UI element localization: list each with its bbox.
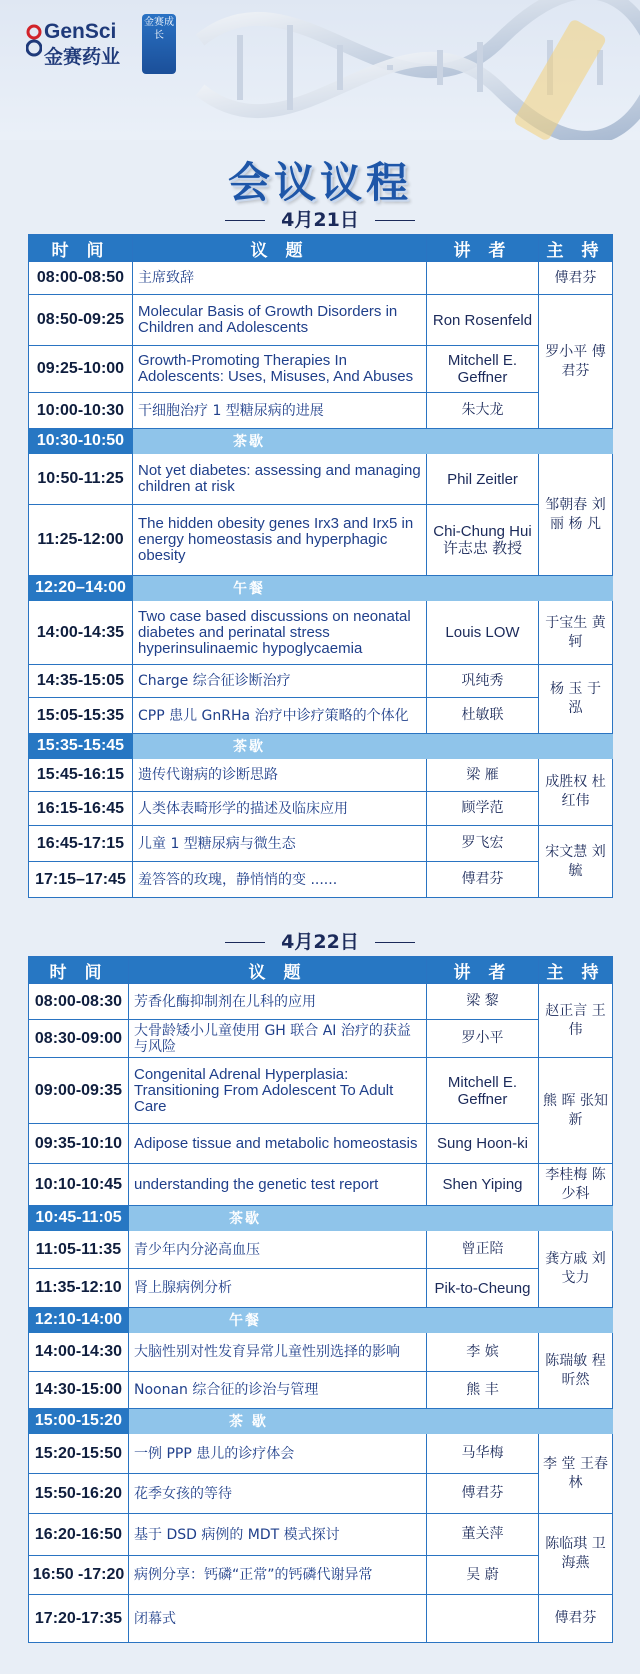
session-time: 11:35-12:10: [29, 1269, 129, 1308]
session-speaker: 曾正陪: [427, 1231, 539, 1269]
session-topic: Not yet diabetes: assessing and managing children at risk: [133, 454, 427, 505]
col-topic: 议 题: [129, 957, 427, 984]
table-row: [29, 1231, 613, 1269]
col-host: 主 持: [539, 235, 613, 262]
session-speaker: 梁 雁: [427, 759, 539, 792]
session-time: 14:30-15:00: [29, 1372, 129, 1409]
session-time: 11:05-11:35: [29, 1231, 129, 1269]
session-topic: 干细胞治疗 1 型糖尿病的进展: [133, 393, 427, 429]
session-speaker: 罗小平: [427, 1020, 539, 1058]
session-speaker: 马华梅: [427, 1434, 539, 1474]
session-time: 15:20-15:50: [29, 1434, 129, 1474]
session-speaker: Phil Zeitler: [427, 454, 539, 505]
session-speaker: Chi-Chung Hui 许志忠 教授: [427, 505, 539, 576]
session-topic: 大脑性别对性发育异常儿童性别选择的影响: [129, 1333, 427, 1372]
table-row: [29, 454, 613, 505]
session-time: 08:30-09:00: [29, 1020, 129, 1058]
table-row: [29, 1269, 613, 1308]
session-time: 10:10-10:45: [29, 1164, 129, 1206]
break-label: 茶 歇: [129, 1409, 613, 1434]
growth-badge: 金赛成长: [142, 14, 176, 74]
session-time: 08:00-08:50: [29, 262, 133, 295]
session-time: 15:05-15:35: [29, 698, 133, 734]
session-topic: 闭幕式: [129, 1595, 427, 1643]
break-row: [29, 1409, 613, 1434]
session-host: 赵正言 王 伟: [539, 984, 613, 1058]
table-header: [29, 235, 613, 262]
day2-schedule-table: [28, 956, 613, 1643]
dna-helix-icon: [180, 0, 640, 140]
session-topic: Congenital Adrenal Hyperplasia: Transitioning From Adolescent To Adult Care: [129, 1058, 427, 1124]
session-host: 熊 晖 张知新: [539, 1058, 613, 1164]
break-time: 10:45-11:05: [29, 1206, 129, 1231]
table-row: [29, 1164, 613, 1206]
session-topic: Charge 综合征诊断治疗: [133, 665, 427, 698]
session-topic: 羞答答的玫瑰，静悄悄的变 ......: [133, 862, 427, 898]
session-time: 10:00-10:30: [29, 393, 133, 429]
session-host: 陈瑞敏 程昕然: [539, 1333, 613, 1409]
session-topic: Molecular Basis of Growth Disorders in Children and Adolescents: [133, 295, 427, 346]
break-row: [29, 576, 613, 601]
table-row: [29, 295, 613, 346]
session-speaker: [427, 1595, 539, 1643]
day2-label: 4月22日: [281, 931, 359, 953]
session-speaker: 熊 丰: [427, 1372, 539, 1409]
session-speaker: 傅君芬: [427, 1474, 539, 1514]
session-time: 16:50 -17:20: [29, 1556, 129, 1595]
day2-title: [0, 927, 640, 954]
session-time: 17:20-17:35: [29, 1595, 129, 1643]
table-row: [29, 1556, 613, 1595]
session-time: 14:00-14:30: [29, 1333, 129, 1372]
table-row: [29, 1372, 613, 1409]
break-time: 12:10-14:00: [29, 1308, 129, 1333]
break-time: 15:35-15:45: [29, 734, 133, 759]
session-time: 09:00-09:35: [29, 1058, 129, 1124]
session-time: 09:25-10:00: [29, 346, 133, 393]
session-speaker: Louis LOW: [427, 601, 539, 665]
table-row: [29, 1474, 613, 1514]
session-host: 李 堂 王春林: [539, 1434, 613, 1514]
session-topic: CPP 患儿 GnRHa 治疗中诊疗策略的个体化: [133, 698, 427, 734]
table-row: [29, 505, 613, 576]
break-label: 茶歇: [133, 429, 613, 454]
session-speaker: 梁 黎: [427, 984, 539, 1020]
table-row: [29, 601, 613, 665]
break-label: 茶歇: [129, 1206, 613, 1231]
col-time: 时 间: [29, 957, 129, 984]
table-row: [29, 1124, 613, 1164]
session-topic: Adipose tissue and metabolic homeostasis: [129, 1124, 427, 1164]
divider: [375, 220, 415, 221]
session-speaker: Pik-to-Cheung: [427, 1269, 539, 1308]
session-topic: 一例 PPP 患儿的诊疗体会: [129, 1434, 427, 1474]
day1-schedule-table: [28, 234, 613, 898]
table-row: [29, 393, 613, 429]
table-row: [29, 1058, 613, 1124]
session-host: 陈临琪 卫海燕: [539, 1514, 613, 1595]
divider: [225, 942, 265, 943]
session-host: 李桂梅 陈少科: [539, 1164, 613, 1206]
table-row: [29, 862, 613, 898]
session-time: 11:25-12:00: [29, 505, 133, 576]
logo-text-cn: 金赛药业: [44, 46, 121, 68]
session-topic: 基于 DSD 病例的 MDT 模式探讨: [129, 1514, 427, 1556]
session-time: 14:00-14:35: [29, 601, 133, 665]
day1-title: [0, 205, 640, 232]
session-topic: 人类体表畸形学的描述及临床应用: [133, 792, 427, 826]
session-speaker: Mitchell E. Geffner: [427, 346, 539, 393]
session-speaker: 杜敏联: [427, 698, 539, 734]
table-row: [29, 665, 613, 698]
session-host: 宋文慧 刘 毓: [539, 826, 613, 898]
session-time: 16:45-17:15: [29, 826, 133, 862]
session-speaker: Mitchell E. Geffner: [427, 1058, 539, 1124]
break-row: [29, 1308, 613, 1333]
session-time: 09:35-10:10: [29, 1124, 129, 1164]
session-time: 16:20-16:50: [29, 1514, 129, 1556]
session-speaker: 董关萍: [427, 1514, 539, 1556]
session-topic: understanding the genetic test report: [129, 1164, 427, 1206]
session-host: 杨 玉 于 泓: [539, 665, 613, 734]
session-speaker: 傅君芬: [427, 862, 539, 898]
session-topic: 遗传代谢病的诊断思路: [133, 759, 427, 792]
break-time: 10:30-10:50: [29, 429, 133, 454]
session-speaker: 罗飞宏: [427, 826, 539, 862]
break-time: 15:00-15:20: [29, 1409, 129, 1434]
session-speaker: 巩纯秀: [427, 665, 539, 698]
session-topic: 芳香化酶抑制剂在儿科的应用: [129, 984, 427, 1020]
session-host: 龚方戚 刘戈力: [539, 1231, 613, 1308]
table-row: [29, 1595, 613, 1643]
break-time: 12:20–14:00: [29, 576, 133, 601]
session-topic: 病例分享：钙磷“正常”的钙磷代谢异常: [129, 1556, 427, 1595]
session-time: 14:35-15:05: [29, 665, 133, 698]
break-row: [29, 734, 613, 759]
session-host: 邹朝春 刘 丽 杨 凡: [539, 454, 613, 576]
table-row: [29, 346, 613, 393]
col-topic: 议 题: [133, 235, 427, 262]
gensci-mark-icon: [26, 23, 42, 61]
session-topic: Growth-Promoting Therapies In Adolescents: Uses, Misuses, And Abuses: [133, 346, 427, 393]
session-host: 傅君芬: [539, 1595, 613, 1643]
session-speaker: Shen Yiping: [427, 1164, 539, 1206]
logo-text-en: GenSci: [44, 20, 117, 43]
table-row: [29, 698, 613, 734]
session-host: 傅君芬: [539, 262, 613, 295]
session-time: 08:50-09:25: [29, 295, 133, 346]
table-row: [29, 1020, 613, 1058]
table-row: [29, 1333, 613, 1372]
session-speaker: 吴 蔚: [427, 1556, 539, 1595]
header-banner: [0, 0, 640, 140]
session-host: 成胜权 杜红伟: [539, 759, 613, 826]
session-topic: The hidden obesity genes Irx3 and Irx5 in energy homeostasis and hyperphagic obesity: [133, 505, 427, 576]
table-row: [29, 262, 613, 295]
day1-label: 4月21日: [281, 209, 359, 231]
session-time: 17:15–17:45: [29, 862, 133, 898]
session-topic: 大骨龄矮小儿童使用 GH 联合 AI 治疗的获益与风险: [129, 1020, 427, 1058]
page-title: 会议议程: [227, 158, 412, 207]
session-topic: Noonan 综合征的诊治与管理: [129, 1372, 427, 1409]
session-host: 于宝生 黄 轲: [539, 601, 613, 665]
session-topic: Two case based discussions on neonatal diabetes and perinatal stress hyperinsulinaemic hypoglycaemia: [133, 601, 427, 665]
table-row: [29, 826, 613, 862]
session-speaker: 李 嫔: [427, 1333, 539, 1372]
col-speaker: 讲 者: [427, 957, 539, 984]
break-label: 茶歇: [133, 734, 613, 759]
session-topic: 花季女孩的等待: [129, 1474, 427, 1514]
break-label: 午餐: [133, 576, 613, 601]
session-speaker: [427, 262, 539, 295]
col-time: 时 间: [29, 235, 133, 262]
session-topic: 青少年内分泌高血压: [129, 1231, 427, 1269]
break-row: [29, 429, 613, 454]
session-time: 08:00-08:30: [29, 984, 129, 1020]
col-speaker: 讲 者: [427, 235, 539, 262]
table-header: [29, 957, 613, 984]
session-topic: 主席致辞: [133, 262, 427, 295]
divider: [375, 942, 415, 943]
session-speaker: Ron Rosenfeld: [427, 295, 539, 346]
session-time: 10:50-11:25: [29, 454, 133, 505]
session-topic: 儿童 1 型糖尿病与微生态: [133, 826, 427, 862]
session-speaker: 朱大龙: [427, 393, 539, 429]
session-speaker: 顾学范: [427, 792, 539, 826]
session-time: 15:50-16:20: [29, 1474, 129, 1514]
divider: [225, 220, 265, 221]
break-label: 午餐: [129, 1308, 613, 1333]
table-row: [29, 759, 613, 792]
session-host: 罗小平 傅君芬: [539, 295, 613, 429]
session-speaker: Sung Hoon-ki: [427, 1124, 539, 1164]
session-time: 15:45-16:15: [29, 759, 133, 792]
gensci-logo: [26, 20, 126, 66]
session-topic: 肾上腺病例分析: [129, 1269, 427, 1308]
break-row: [29, 1206, 613, 1231]
table-row: [29, 984, 613, 1020]
table-row: [29, 1434, 613, 1474]
session-time: 16:15-16:45: [29, 792, 133, 826]
col-host: 主 持: [539, 957, 613, 984]
table-row: [29, 1514, 613, 1556]
table-row: [29, 792, 613, 826]
